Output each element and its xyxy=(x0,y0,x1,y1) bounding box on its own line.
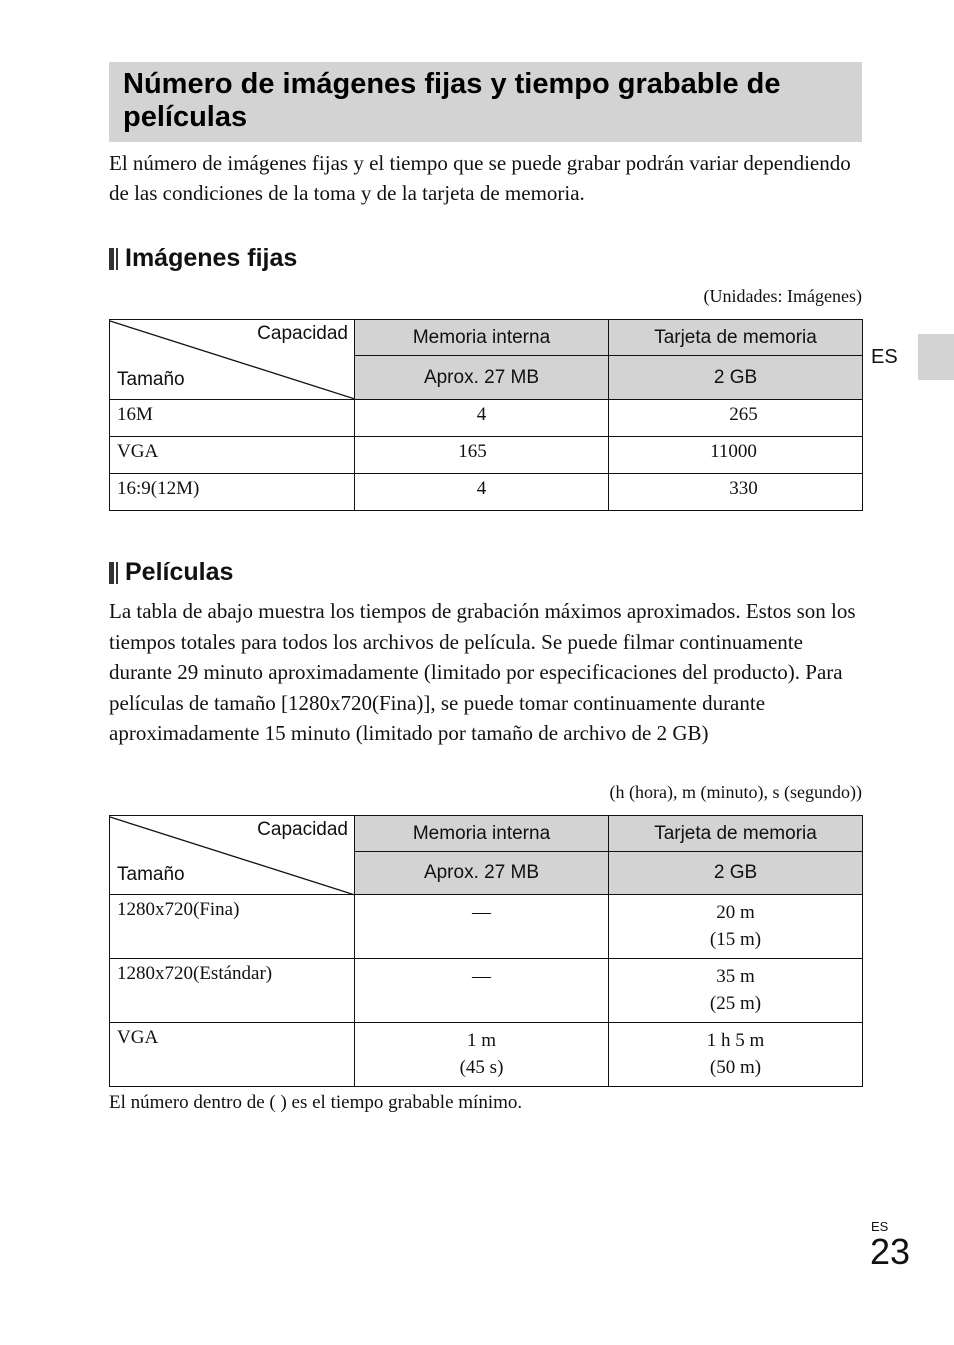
row-card xyxy=(609,474,863,511)
row-internal-value: 4 xyxy=(476,478,487,499)
row-card-min: (50 m) xyxy=(709,1057,762,1078)
row-card-min: (25 m) xyxy=(709,993,762,1014)
card-capacity-header: 2 GB xyxy=(609,356,863,400)
section-marker-icon xyxy=(109,562,118,584)
row-internal xyxy=(355,474,609,511)
size-label: Tamaño xyxy=(117,864,185,885)
page-number: 23 xyxy=(870,1231,911,1272)
row-internal-value: 4 xyxy=(476,404,487,425)
table-row xyxy=(110,437,863,474)
table-row xyxy=(110,959,863,1023)
row-size: VGA xyxy=(110,1023,355,1087)
row-internal-value: 165 xyxy=(458,441,487,462)
table-row xyxy=(110,400,863,437)
row-size: VGA xyxy=(110,437,355,474)
memory-card-header: Tarjeta de memoria xyxy=(609,320,863,356)
row-internal xyxy=(355,400,609,437)
diagonal-header-cell xyxy=(110,320,355,400)
movies-heading xyxy=(109,558,233,587)
row-card-value: 20 m xyxy=(716,902,755,923)
table-row xyxy=(110,1023,863,1087)
row-internal-min: (45 s) xyxy=(459,1057,504,1078)
row-size: 16:9(12M) xyxy=(110,474,355,511)
stills-heading xyxy=(109,244,297,273)
movies-table xyxy=(109,815,863,1087)
intro-paragraph: El número de imágenes fijas y el tiempo que se puede grabar podrán variar dependiendo de las condiciones de la toma y de la tarjeta de memoria. xyxy=(109,151,851,205)
row-size: 1280x720(Estándar) xyxy=(110,959,355,1023)
row-internal xyxy=(355,437,609,474)
internal-memory-header: Memoria interna xyxy=(355,816,609,852)
row-card-value: 265 xyxy=(729,404,758,425)
page-title: Número de imágenes fijas y tiempo grabable de películas xyxy=(123,68,781,133)
capacity-label: Capacidad xyxy=(257,323,348,344)
footnote: El número dentro de ( ) es el tiempo grabable mínimo. xyxy=(109,1092,523,1113)
stills-units: (Unidades: Imágenes) xyxy=(703,286,862,306)
row-card-value: 1 h 5 m xyxy=(706,1030,765,1051)
row-card xyxy=(609,437,863,474)
row-size: 16M xyxy=(110,400,355,437)
row-card-value: 35 m xyxy=(716,966,755,987)
language-side-tab xyxy=(918,334,954,380)
row-size: 1280x720(Fina) xyxy=(110,895,355,959)
row-internal-value: — xyxy=(472,966,491,987)
internal-capacity-header: Aprox. 27 MB xyxy=(355,852,609,895)
page-language-label: ES xyxy=(871,1219,889,1234)
row-internal-value: — xyxy=(472,902,491,923)
row-internal xyxy=(355,959,609,1023)
diagonal-header-cell xyxy=(110,816,355,895)
side-language-label: ES xyxy=(871,346,898,368)
movies-paragraph: La tabla de abajo muestra los tiempos de grabación máximos aproximados. Estos son los tiempos totales para todos los archivos de película. Se puede filmar continuamente durante 29 minuto aproximadamente (limitado por especificaciones del producto). Para películas de tamaño [1280x720(Fina)], se puede tomar continuamente durante aproximadamente 15 minuto (limitado por tamaño de archivo de 2 GB) xyxy=(109,599,856,745)
row-card xyxy=(609,400,863,437)
size-label: Tamaño xyxy=(117,369,185,390)
stills-table xyxy=(109,319,863,511)
movies-heading-text: Películas xyxy=(125,558,234,586)
row-internal-value: 1 m xyxy=(466,1030,497,1051)
row-card-value: 330 xyxy=(729,478,758,499)
row-card xyxy=(609,1023,863,1087)
row-card-value: 11000 xyxy=(710,441,757,462)
memory-card-header: Tarjeta de memoria xyxy=(609,816,863,852)
internal-memory-header: Memoria interna xyxy=(355,320,609,356)
row-card xyxy=(609,959,863,1023)
row-card-min: (15 m) xyxy=(709,929,762,950)
internal-capacity-header: Aprox. 27 MB xyxy=(355,356,609,400)
movies-units: (h (hora), m (minuto), s (segundo)) xyxy=(609,782,862,802)
title-banner xyxy=(109,62,862,142)
card-capacity-header: 2 GB xyxy=(609,852,863,895)
stills-heading-text: Imágenes fijas xyxy=(125,244,298,272)
table-row xyxy=(110,895,863,959)
table-row xyxy=(110,474,863,511)
row-internal xyxy=(355,895,609,959)
capacity-label: Capacidad xyxy=(257,819,348,840)
row-internal xyxy=(355,1023,609,1087)
section-marker-icon xyxy=(109,248,118,270)
row-card xyxy=(609,895,863,959)
